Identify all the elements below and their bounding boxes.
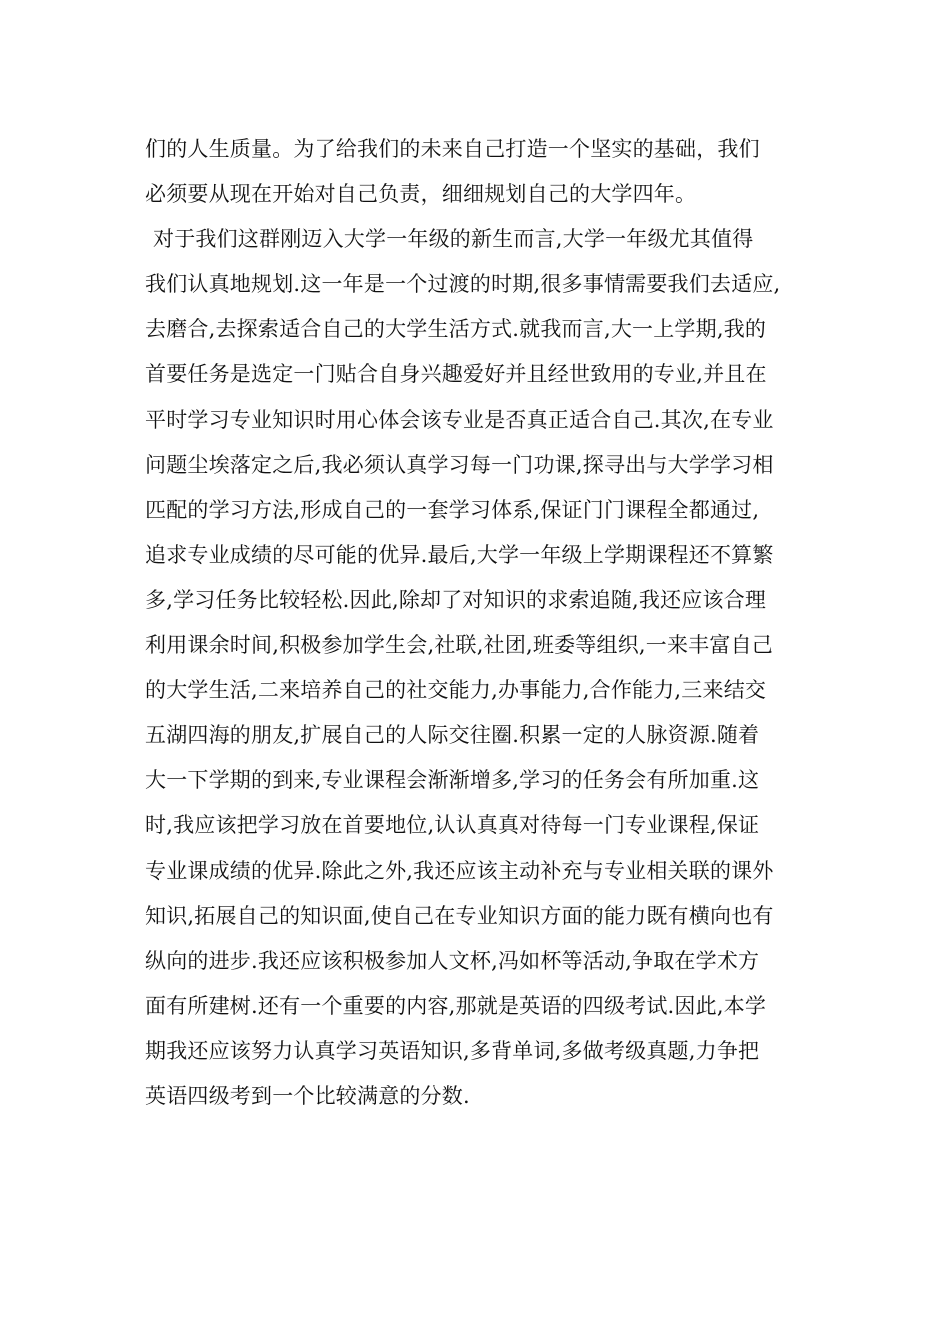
text-line: 的大学生活,二来培养自己的社交能力,办事能力,合作能力,三来结交 <box>145 678 767 703</box>
text-line: 追求专业成绩的尽可能的优异.最后,大学一年级上学期课程还不算繁 <box>145 542 774 567</box>
text-line: 纵向的进步.我还应该积极参加人文杯,冯如杯等活动,争取在学术方 <box>145 948 760 973</box>
text-line: 面有所建树.还有一个重要的内容,那就是英语的四级考试.因此,本学 <box>145 993 767 1018</box>
paragraph-start-line: 对于我们这群刚迈入大学一年级的新生而言,大学一年级尤其值得 <box>153 227 754 252</box>
text-line: 首要任务是选定一门贴合自身兴趣爱好并且经世致用的专业,并且在 <box>145 362 767 387</box>
text-line: 问题尘埃落定之后,我必须认真学习每一门功课,探寻出与大学学习相 <box>145 452 774 477</box>
text-line: 我们认真地规划.这一年是一个过渡的时期,很多事情需要我们去适应, <box>145 272 781 297</box>
text-line: 时,我应该把学习放在首要地位,认认真真对待每一门专业课程,保证 <box>145 813 760 838</box>
text-line: 期我还应该努力认真学习英语知识,多背单词,多做考级真题,力争把 <box>145 1038 760 1063</box>
text-line: 知识,拓展自己的知识面,使自己在专业知识方面的能力既有横向也有 <box>145 903 774 928</box>
text-line: 去磨合,去探索适合自己的大学生活方式.就我而言,大一上学期,我的 <box>145 317 767 342</box>
text-line: 利用课余时间,积极参加学生会,社联,社团,班委等组织,一来丰富自己 <box>145 633 773 658</box>
text-line: 五湖四海的朋友,扩展自己的人际交往圈.积累一定的人脉资源.随着 <box>145 723 760 748</box>
text-line: 们的人生质量。为了给我们的未来自己打造一个坚实的基础，我们 <box>145 137 760 161</box>
text-line: 平时学习专业知识时用心体会该专业是否真正适合自己.其次,在专业 <box>145 407 774 432</box>
body-text <box>145 127 825 1119</box>
text-line: 大一下学期的到来,专业课程会渐渐增多,学习的任务会有所加重.这 <box>145 768 760 793</box>
text-line: 英语四级考到一个比较满意的分数. <box>145 1083 470 1108</box>
text-line: 必须要从现在开始对自己负责，细细规划自己的大学四年。 <box>145 182 697 207</box>
text-line: 专业课成绩的优异.除此之外,我还应该主动补充与专业相关联的课外 <box>145 858 774 883</box>
text-line: 匹配的学习方法,形成自己的一套学习体系,保证门门课程全都通过, <box>145 497 760 522</box>
text-line: 多,学习任务比较轻松.因此,除却了对知识的求索追随,我还应该合理 <box>145 587 767 612</box>
